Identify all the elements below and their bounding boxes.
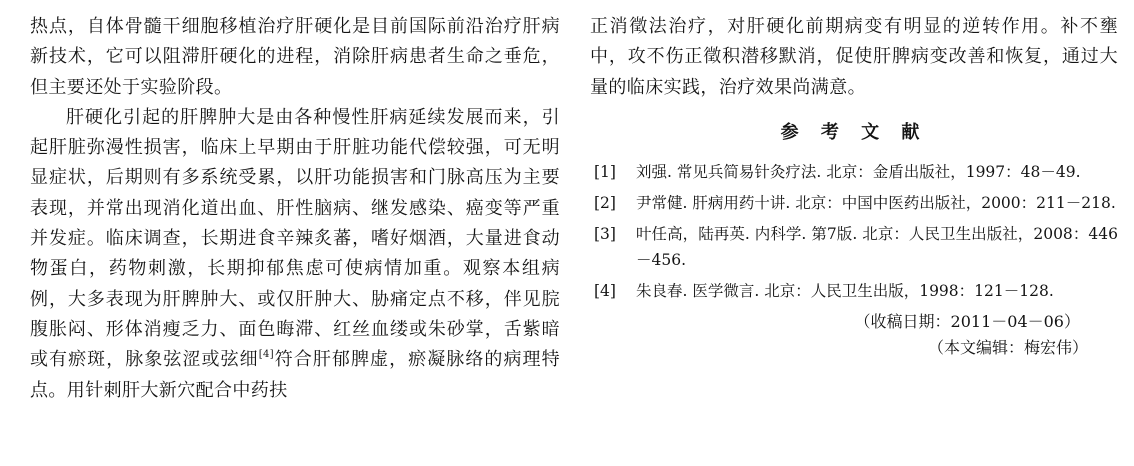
body-paragraph: 正消徵法治疗，对肝硬化前期病变有明显的逆转作用。补不壅中，攻不伤正徵积潜移默消，促使肝脾病变改善和恢复，通过大量的临床实践，治疗效果尚满意。 bbox=[590, 16, 1118, 98]
editor-note: （本文编辑：梅宏伟） bbox=[927, 337, 1088, 357]
body-paragraph: 热点，自体骨髓干细胞移植治疗肝硬化是目前国际前沿治疗肝病新技术，它可以阻滞肝硬化的进程，消除肝病患者生命之垂危，但主要还处于实验阶段。 bbox=[30, 16, 560, 98]
received-date: （收稿日期：2011－04－06） bbox=[854, 311, 1080, 331]
paragraph-text: 肝硬化引起的肝脾肿大是由各种慢性肝病延续发展而来，引起肝脏弥漫性损害，临床上早期由于肝脏功能代偿较强，可无明显症状，后期则有多系统受累，以肝功能损害和门脉高压为主要表现，并常出现消化道出血、肝性脑病、继发感染、癌变等严重并发症。临床调查，长期进食辛辣炙蕃，嗜好烟酒，大量进食动物蛋白，药物刺激，长期抑郁焦虑可使病情加重。观察本组病例，大多表现为肝脾肿大、或仅肝肿大、胁痛定点不移，伴见脘腹胀闷、形体消瘦乏力、面色晦滞、红丝血缕或朱砂掌，舌紫暗或有瘀斑，脉象弦涩或弦细 bbox=[30, 106, 560, 371]
body-paragraph bbox=[30, 103, 560, 406]
reference-text: 刘强. 常见兵简易针灸疗法. 北京：金盾出版社，1997：48－49. bbox=[636, 162, 1081, 181]
reference-number: [2] bbox=[594, 193, 616, 212]
reference-number: [4] bbox=[594, 281, 616, 300]
reference-item bbox=[590, 159, 1118, 185]
reference-text: 尹常健. 肝病用药十讲. 北京：中国中医药出版社，2000：211－218. bbox=[636, 193, 1116, 212]
reference-text: 叶任高，陆再英. 内科学. 第7版. 北京：人民卫生出版社，2008：446－456. bbox=[636, 224, 1118, 269]
reference-number: [3] bbox=[594, 224, 616, 243]
reference-item bbox=[590, 278, 1118, 304]
citation-marker: [4] bbox=[258, 349, 275, 361]
paragraph-text-continued: 符合肝郁脾虚，瘀凝脉络的病理特点。用针刺肝大新穴配合中药扶 bbox=[30, 349, 560, 401]
references-heading: 参 考 文 献 bbox=[780, 121, 928, 143]
reference-list bbox=[590, 159, 1118, 304]
reference-item bbox=[590, 221, 1118, 273]
reference-text: 朱良春. 医学微言. 北京：人民卫生出版，1998：121－128. bbox=[636, 281, 1054, 300]
reference-item bbox=[590, 190, 1118, 216]
left-column bbox=[30, 12, 560, 406]
right-column bbox=[590, 12, 1118, 361]
reference-number: [1] bbox=[594, 162, 616, 181]
